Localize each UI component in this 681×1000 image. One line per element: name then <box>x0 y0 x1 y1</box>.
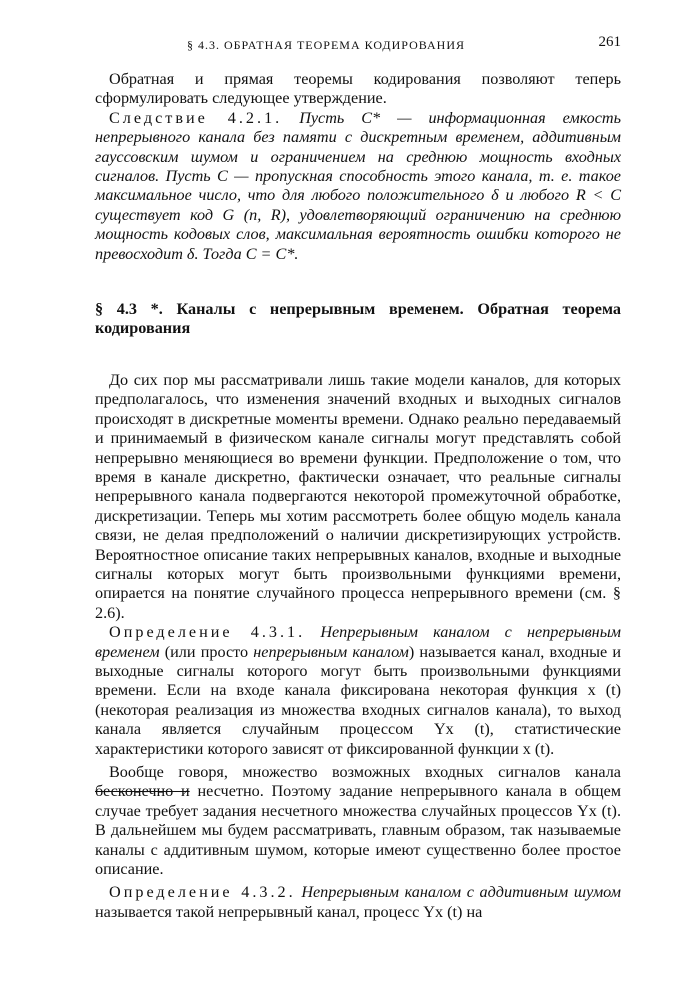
corollary-label: Следствие 4.2.1. <box>109 108 283 127</box>
body-paragraph-1: До сих пор мы рассматривали лишь такие модели каналов, для которых предполагалось, что изменения значений входных и выходных сигналов происходят в дискретные моменты времени. Однако реально передаваемый и принимаемый в физическом канале сигналы могут представлять собой непрерывно меняющиеся во времени функции. Предположение о том, что время в канале дискретно, фактически означает, что реальные сигналы непрерывного канала подвергаются некоторой промежуточной обработке, дискретизации. Теперь мы хотим рассмотреть более общую модель канала связи, не делая предположений о наличии дискретизирующих устройств. Вероятностное описание таких непрерывных каналов, входные и выходные сигналы которых могут быть произвольными функциями времени, опирается на понятие случайного процесса непрерывного времени (см. § 2.6). <box>95 370 621 622</box>
corollary-text: Пусть C* — информационная емкость непрерывного канала без памяти с дискретным временем, аддитивным гауссовским шумом и ограничением на среднюю мощность входных сигналов. Пусть C — пропускная способность этого канала, т. е. такое максимальное число, что для любого положительного δ и любого R < C существует код G (n, R), удовлетворяющий ограничению на среднюю мощность кодовых слов, максимальная вероятность ошибки которого не превосходит δ. Тогда C = C*. <box>95 108 621 263</box>
para2-after: несчетно. Поэтому задание непрерывного канала в общем случае требует задания несчетного множества случайных процессов Yx (t). В дальнейшем мы будем рассматривать, главным образом, так называемые каналы с аддитивным шумом, которые имеют существенно более простое описание. <box>95 782 622 879</box>
running-header <box>95 34 621 58</box>
definition-term-short: непрерывным каналом <box>253 642 409 661</box>
definition-term: Непрерывным каналом с непрерывным временем <box>95 623 621 661</box>
intro-paragraph: Обратная и прямая теоремы кодирования позволяют теперь сформулировать следующее утверждение. <box>95 70 621 108</box>
definition-term-2: Непрерывным каналом с аддитивным шумом <box>301 883 621 902</box>
definition-text-2: называется такой непрерывный канал, процесс Yx (t) на <box>95 902 483 921</box>
corollary-paragraph <box>95 109 621 264</box>
page-number: 261 <box>598 34 621 50</box>
running-title: § 4.3. ОБРАТНАЯ ТЕОРЕМА КОДИРОВАНИЯ <box>187 38 465 52</box>
section-heading: § 4.3 *. Каналы с непрерывным временем. Обратная теорема кодирования <box>95 300 621 338</box>
para2-before: Вообще говоря, множество возможных входных сигналов канала <box>109 763 621 781</box>
body-paragraph-2 <box>95 763 621 879</box>
definition-4-3-2 <box>95 883 621 922</box>
definition-paren: (или просто <box>164 642 249 661</box>
definition-text: ) называется канал, входные и выходные сигналы которого могут быть произвольными функциями времени. Если на входе канала фиксирована некоторая функция x (t) (некоторая реализация из множества входных сигналов канала), то выход канала является случайным процессом Yx (t), статистические характеристики которого зависят от фиксированной функции x (t). <box>95 642 622 758</box>
definition-4-3-1 <box>95 623 621 759</box>
definition-label: Определение 4.3.1. <box>109 623 306 642</box>
struck-text: бесконечно и <box>95 782 190 801</box>
definition-label-2: Определение 4.3.2. <box>109 883 296 902</box>
